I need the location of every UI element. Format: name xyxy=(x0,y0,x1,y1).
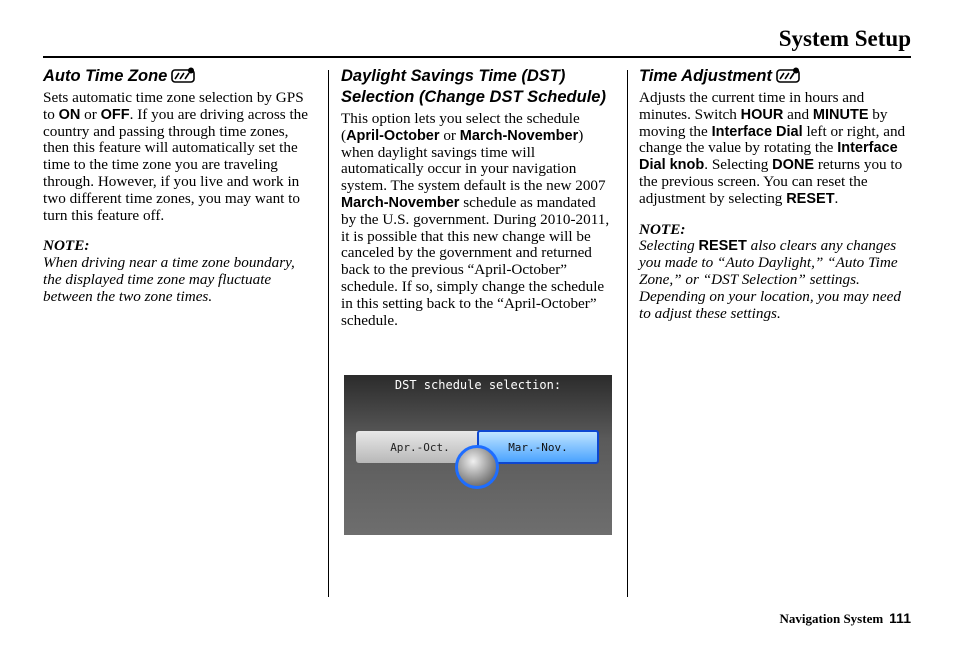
section-body: Adjusts the current time in hours and minutes. Switch HOUR and MINUTE by moving the Interface Dial left or right, and change the value by rotating the Interface Dial knob. Selecting DONE returns you to the previous screen. You can reset the adjustment by selecting RESET. xyxy=(639,89,906,207)
section-title: Time Adjustment xyxy=(639,66,911,87)
voice-command-icon xyxy=(776,67,800,83)
column-auto-time-zone xyxy=(43,66,313,306)
header-rule xyxy=(43,56,911,58)
note-text: Selecting RESET also clears any changes you made to “Auto Daylight,” “Auto Time Zone,” or “DST Selection” settings. Depending on your location, you may need to adjust these settings. xyxy=(639,237,901,322)
dst-selection-screen xyxy=(344,375,612,535)
note-text: When driving near a time zone boundary, the displayed time zone may fluctuate between the two zone times. xyxy=(43,254,295,305)
section-title: Auto Time Zone xyxy=(43,66,313,87)
page-title: System Setup xyxy=(778,26,911,51)
apr-oct-option[interactable]: Apr.-Oct. xyxy=(356,431,484,463)
screen-title: DST schedule selection: xyxy=(394,378,562,392)
section-title: Daylight Savings Time (DST) Selection (Change DST Schedule) xyxy=(341,67,606,106)
mar-nov-option[interactable]: Mar.-Nov. xyxy=(477,430,599,464)
interface-dial-icon xyxy=(455,445,499,489)
voice-command-icon xyxy=(171,67,195,83)
page-number: 111 xyxy=(889,610,911,626)
page-footer xyxy=(780,610,911,627)
column-divider xyxy=(328,70,329,597)
column-time-adjustment xyxy=(639,66,911,322)
note-heading: NOTE: xyxy=(639,220,686,238)
section-body: This option lets you select the schedule (April-October or March-November) when daylight savings time will automatically occur in your navigation system. The system default is the new 2007 March-November schedule as mandated by the U.S. government. During 2010-2011, it is possible that this new change will be canceled by the government and returned back to the previous “April-October” schedule. If so, simply change the schedule in this setting back to the “April-October” schedule. xyxy=(341,110,610,329)
column-dst-selection xyxy=(341,66,613,329)
column-divider xyxy=(627,70,628,597)
section-body: Sets automatic time zone selection by GPS to ON or OFF. If you are driving across the country and passing through time zones, then this feature will automatically set the time to the time zone you are traveling through. However, if you live and work in two different time zones, you may want to turn this feature off. xyxy=(43,89,309,224)
note-heading: NOTE: xyxy=(43,237,90,255)
footer-section: Navigation System xyxy=(779,611,884,626)
